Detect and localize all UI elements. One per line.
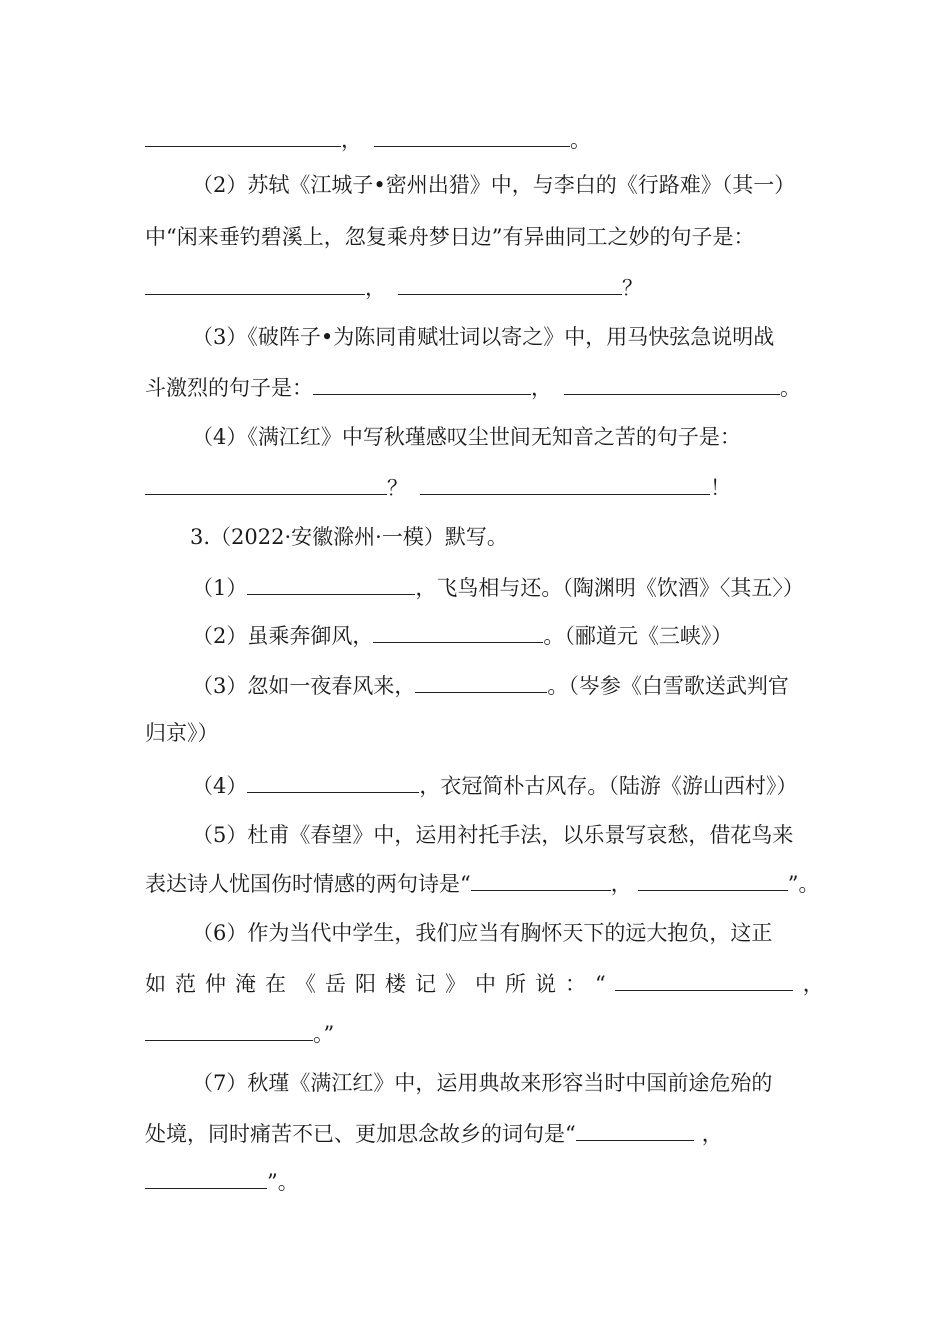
answer-blank[interactable] xyxy=(373,620,543,643)
answer-blank[interactable] xyxy=(145,272,365,295)
answer-line: ， 。 xyxy=(145,124,950,155)
answer-blank[interactable] xyxy=(145,1166,267,1189)
answer-blank[interactable] xyxy=(576,1118,694,1141)
question-text: （5）杜甫《春望》中，运用衬托手法，以乐景写哀愁，借花鸟来 xyxy=(192,823,794,847)
answer-line: 如范仲淹在《岳阳楼记》中所说：“ ， xyxy=(145,968,950,999)
answer-line: （3）忽如一夜春风来， 。（岑参《白雪歌送武判官 xyxy=(192,670,950,701)
answer-line: ？ ！ xyxy=(145,472,950,503)
question-text: 归京》） xyxy=(145,721,219,745)
answer-line: （2）虽乘奔御风， 。（郦道元《三峡》） xyxy=(192,620,950,651)
answer-blank[interactable] xyxy=(313,372,531,395)
question-text: （4）《满江红》中写秋瑾感叹尘世间无知音之苦的句子是： xyxy=(192,425,741,449)
answer-blank[interactable] xyxy=(398,272,622,295)
answer-line: （4） ，衣冠简朴古风存。（陆游《游山西村》） xyxy=(192,770,950,801)
question-text: （2）苏轼《江城子•密州出猎》中，与李白的《行路难》（其一） xyxy=(192,173,796,197)
answer-blank[interactable] xyxy=(638,868,788,891)
answer-blank[interactable] xyxy=(247,770,419,793)
answer-blank[interactable] xyxy=(471,868,611,891)
answer-line: 处境，同时痛苦不已、更加思念故乡的词句是“ ， xyxy=(145,1118,950,1149)
answer-blank[interactable] xyxy=(145,1018,313,1041)
answer-blank[interactable] xyxy=(145,124,341,147)
question-heading: 3.（2022·安徽滁州·一模）默写。 xyxy=(190,525,508,549)
question-text: （7）秋瑾《满江红》中，运用典故来形容当时中国前途危殆的 xyxy=(192,1071,773,1095)
answer-blank[interactable] xyxy=(615,968,793,991)
answer-line: ， ？ xyxy=(145,272,950,303)
answer-blank[interactable] xyxy=(247,572,415,595)
answer-line: 。” xyxy=(145,1018,950,1049)
answer-line: 表达诗人忧国伤时情感的两句诗是“ ， ”。 xyxy=(145,868,950,899)
question-text: 中“闲来垂钓碧溪上，忽复乘舟梦日边”有异曲同工之妙的句子是： xyxy=(145,225,755,249)
answer-line: （1） ，飞鸟相与还。（陶渊明《饮酒》〈其五〉） xyxy=(192,572,950,603)
answer-line: ”。 xyxy=(145,1166,950,1197)
answer-blank[interactable] xyxy=(415,670,547,693)
question-text: （3）《破阵子•为陈同甫赋壮词以寄之》中，用马快弦急说明战 xyxy=(192,325,775,349)
answer-blank[interactable] xyxy=(374,124,570,147)
answer-blank[interactable] xyxy=(420,472,710,495)
answer-blank[interactable] xyxy=(145,472,387,495)
answer-blank[interactable] xyxy=(564,372,780,395)
answer-line: 斗激烈的句子是： ， 。 xyxy=(145,372,950,403)
question-text: （6）作为当代中学生，我们应当有胸怀天下的远大抱负，这正 xyxy=(192,921,773,945)
